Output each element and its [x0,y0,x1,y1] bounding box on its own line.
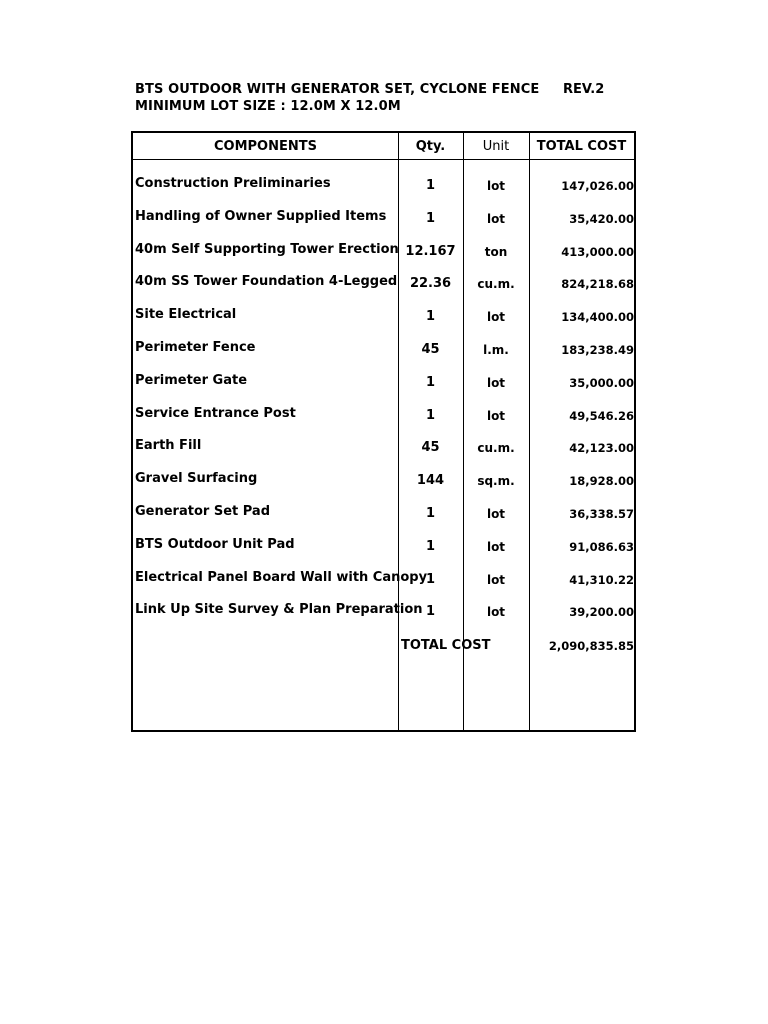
table-row [133,469,634,502]
cell-cost: 824,218.68 [561,277,634,292]
cell-qty: 1 [425,407,436,423]
cell-unit: cu.m. [477,441,515,456]
cell-unit: cu.m. [477,277,515,292]
cell-component: Perimeter Gate [135,372,248,388]
table-row [133,568,634,601]
cell-cost: 42,123.00 [569,441,634,456]
cell-component: Link Up Site Survey & Plan Preparation [135,602,423,618]
table-body [133,174,634,633]
total-cost-label: TOTAL COST [401,638,491,653]
cell-component: Perimeter Fence [135,339,256,355]
cell-qty: 1 [425,604,436,620]
cell-cost: 91,086.63 [569,539,634,554]
cell-qty: 1 [425,210,436,226]
table-row [133,338,634,371]
cell-cost: 36,338.57 [569,506,634,521]
table-row [133,502,634,535]
cell-component: Gravel Surfacing [135,471,258,487]
column-header-components: COMPONENTS [214,139,317,154]
cell-unit: l.m. [483,342,509,357]
document-title: BTS OUTDOOR WITH GENERATOR SET, CYCLONE FENCE [135,82,540,97]
cell-qty: 1 [425,505,436,521]
cell-component: Service Entrance Post [135,405,296,421]
cell-cost: 35,000.00 [569,375,634,390]
cell-cost: 147,026.00 [561,179,634,193]
cell-cost: 18,928.00 [569,474,634,489]
table-row [133,174,634,207]
cell-unit: lot [486,539,506,554]
table-row [133,207,634,240]
table-row [133,535,634,568]
cell-qty: 1 [425,178,436,193]
table-row [133,305,634,338]
table-row [133,600,634,633]
cell-cost: 183,238.49 [561,342,634,357]
cell-qty: 22.36 [409,276,452,292]
table-row [133,272,634,305]
cell-unit: lot [486,572,506,587]
revision-label: REV.2 [563,82,605,97]
table-row [133,436,634,469]
table-row [133,404,634,437]
cell-component: Electrical Panel Board Wall with Canopy [135,569,428,585]
cell-component: BTS Outdoor Unit Pad [135,536,295,552]
cell-qty: 144 [416,473,445,489]
cell-unit: sq.m. [477,474,515,489]
cell-cost: 413,000.00 [561,244,634,259]
cell-unit: lot [486,179,506,193]
cell-qty: 1 [425,309,436,325]
cell-unit: lot [486,310,506,325]
cell-unit: lot [486,211,506,226]
column-header-unit: Unit [482,139,510,154]
table-row [133,240,634,273]
cell-unit: lot [486,408,506,423]
cell-cost: 49,546.26 [569,408,634,423]
table-row [133,371,634,404]
lot-size-label: MINIMUM LOT SIZE : 12.0M X 12.0M [135,99,401,114]
cell-unit: lot [486,506,506,521]
cell-unit: lot [486,375,506,390]
cell-qty: 1 [425,571,436,587]
cell-cost: 41,310.22 [569,572,634,587]
total-cost-value: 2,090,835.85 [548,639,634,653]
cell-qty: 45 [421,341,440,357]
cost-table [131,131,636,732]
cell-cost: 134,400.00 [561,310,634,325]
cell-component: Handling of Owner Supplied Items [135,208,387,224]
header-divider [133,159,634,160]
cell-cost: 39,200.00 [569,605,634,620]
cell-qty: 12.167 [405,243,456,259]
cell-component: Site Electrical [135,307,237,323]
cell-component: 40m Self Supporting Tower Erection [135,241,399,257]
column-header-qty: Qty. [415,139,446,154]
cell-qty: 45 [421,440,440,456]
cell-qty: 1 [425,538,436,554]
column-header-total-cost: TOTAL COST [536,139,627,154]
cell-component: Construction Preliminaries [135,176,331,191]
cell-component: Earth Fill [135,438,202,454]
cell-unit: lot [486,605,506,620]
cell-cost: 35,420.00 [569,211,634,226]
cell-qty: 1 [425,374,436,390]
cell-component: 40m SS Tower Foundation 4-Legged [135,274,398,290]
cell-component: Generator Set Pad [135,503,271,519]
cell-unit: ton [484,244,508,259]
